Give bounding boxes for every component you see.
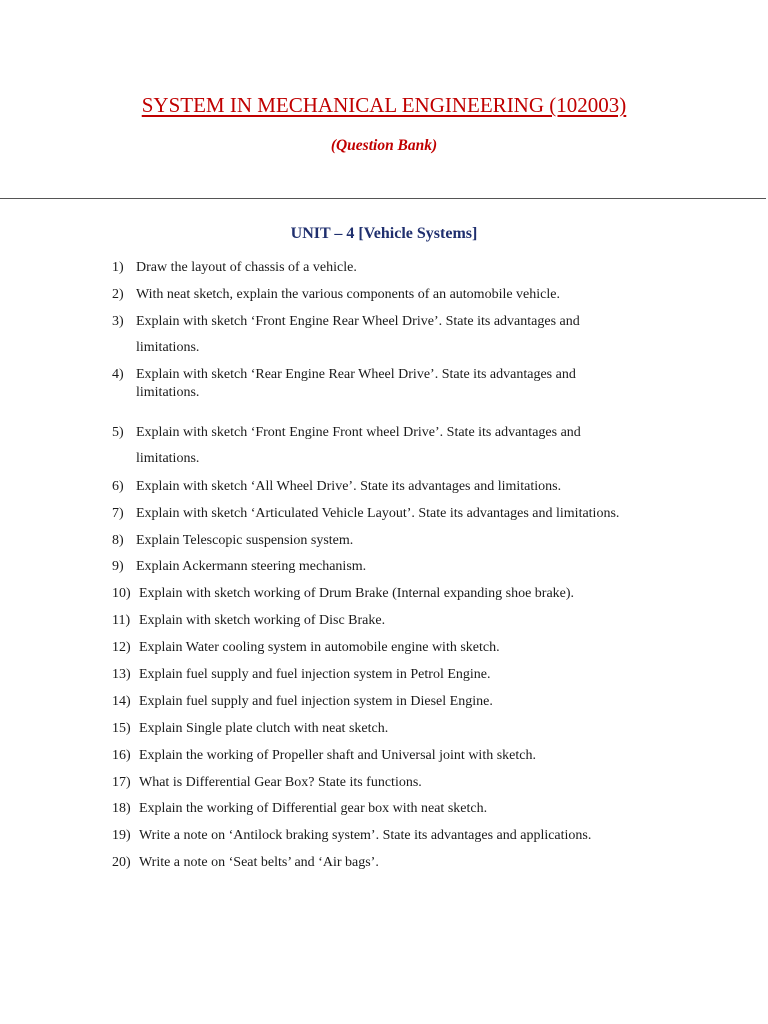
question-text-continuation: limitations.: [136, 385, 200, 400]
question-number: 13): [112, 667, 131, 682]
question-text: [136, 532, 712, 550]
question-text-line: Explain Ackermann steering mechanism.: [136, 559, 367, 574]
question-item: [112, 259, 712, 277]
question-text-line: Explain with sketch working of Disc Brake.: [139, 613, 386, 628]
question-number: 19): [112, 828, 131, 843]
question-number: 7): [112, 506, 124, 521]
question-text: [139, 585, 712, 603]
question-text-line: Explain Telescopic suspension system.: [136, 533, 354, 548]
question-text: [136, 366, 712, 402]
question-item: [112, 800, 712, 818]
question-text: [139, 639, 712, 657]
horizontal-divider: [0, 198, 766, 199]
question-item: [112, 693, 712, 711]
question-item: [112, 720, 712, 738]
question-text-line: With neat sketch, explain the various components of an automobile vehicle.: [136, 287, 560, 302]
question-text: [136, 313, 712, 357]
question-number: 16): [112, 748, 131, 763]
question-number: 20): [112, 855, 131, 870]
question-text-continuation: limitations.: [136, 340, 200, 355]
question-item: [112, 286, 712, 304]
question-text: [136, 424, 712, 468]
question-text-line: Explain fuel supply and fuel injection system in Diesel Engine.: [139, 694, 493, 709]
question-text-line: Write a note on ‘Seat belts’ and ‘Air bags’.: [139, 855, 379, 870]
question-number: 9): [112, 559, 124, 574]
question-text: [139, 720, 712, 738]
question-item: [112, 313, 712, 357]
question-text-line: Explain the working of Propeller shaft and Universal joint with sketch.: [139, 748, 536, 763]
question-text-line: Explain Single plate clutch with neat sketch.: [139, 721, 389, 736]
question-number: 8): [112, 533, 124, 548]
question-number: 10): [112, 586, 131, 601]
question-text: [136, 259, 712, 277]
question-item: [112, 666, 712, 684]
question-item: [112, 639, 712, 657]
document-subtitle: (Question Bank): [330, 137, 438, 154]
question-number: 5): [112, 425, 124, 440]
question-number: 1): [112, 260, 124, 275]
question-number: 17): [112, 775, 131, 790]
question-number: 3): [112, 314, 124, 329]
question-text: [139, 774, 712, 792]
question-text-line: Explain Water cooling system in automobile engine with sketch.: [139, 640, 500, 655]
question-item: [112, 612, 712, 630]
question-item: [112, 505, 712, 523]
question-text-line: What is Differential Gear Box? State its functions.: [139, 775, 422, 790]
question-text-line: Explain the working of Differential gear box with neat sketch.: [139, 801, 488, 816]
question-text: [139, 612, 712, 630]
question-text: [136, 286, 712, 304]
question-item: [112, 424, 712, 468]
question-text: [136, 505, 712, 523]
question-number: 6): [112, 479, 124, 494]
question-text: [139, 666, 712, 684]
question-text-continuation: limitations.: [136, 451, 200, 466]
question-item: [112, 558, 712, 576]
question-number: 14): [112, 694, 131, 709]
question-text-line: Explain with sketch ‘Front Engine Front wheel Drive’. State its advantages and: [136, 425, 581, 440]
question-text: [139, 827, 712, 845]
question-item: [112, 532, 712, 550]
question-text: [139, 854, 712, 872]
question-item: [112, 585, 712, 603]
question-text: [139, 747, 712, 765]
question-text-line: Explain with sketch ‘All Wheel Drive’. State its advantages and limitations.: [136, 479, 562, 494]
question-item: [112, 366, 712, 402]
question-item: [112, 854, 712, 872]
question-item: [112, 478, 712, 496]
document-title: SYSTEM IN MECHANICAL ENGINEERING (102003): [141, 93, 627, 117]
question-number: 11): [112, 613, 131, 628]
question-number: 2): [112, 287, 124, 302]
question-text-line: Explain fuel supply and fuel injection system in Petrol Engine.: [139, 667, 491, 682]
question-text-line: Explain with sketch ‘Front Engine Rear Wheel Drive’. State its advantages and: [136, 314, 580, 329]
question-text-line: Explain with sketch working of Drum Brake (Internal expanding shoe brake).: [139, 586, 575, 601]
question-text: [139, 693, 712, 711]
question-text-line: Write a note on ‘Antilock braking system’. State its advantages and applications.: [139, 828, 592, 843]
question-number: 12): [112, 640, 131, 655]
unit-heading: UNIT – 4 [Vehicle Systems]: [290, 225, 478, 242]
question-number: 15): [112, 721, 131, 736]
question-text-line: Explain with sketch ‘Rear Engine Rear Wheel Drive’. State its advantages and: [136, 367, 576, 382]
question-number: 18): [112, 801, 131, 816]
question-text-line: Draw the layout of chassis of a vehicle.: [136, 260, 357, 275]
question-item: [112, 827, 712, 845]
question-text: [136, 558, 712, 576]
question-text: [136, 478, 712, 496]
question-text-line: Explain with sketch ‘Articulated Vehicle Layout’. State its advantages and limitations.: [136, 506, 620, 521]
question-item: [112, 747, 712, 765]
question-text: [139, 800, 712, 818]
question-item: [112, 774, 712, 792]
question-number: 4): [112, 367, 124, 382]
